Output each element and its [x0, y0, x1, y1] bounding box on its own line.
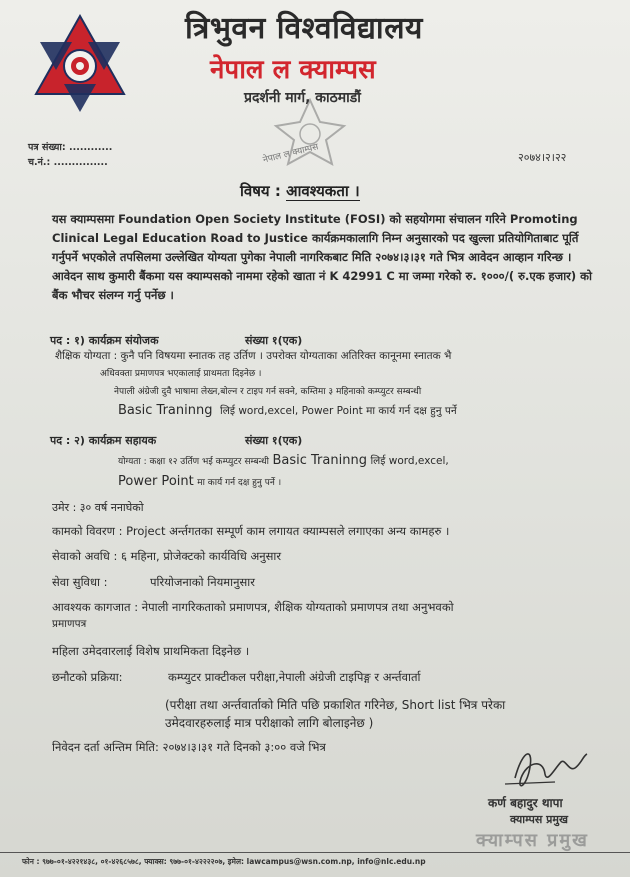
signatory-title: क्याम्पस प्रमुख [510, 813, 568, 826]
stamp-text: नेपाल ल क्याम्पस [261, 142, 320, 166]
subject-text: आवश्यकता । [286, 182, 360, 200]
post2-count: संख्या १(एक) [245, 434, 303, 447]
required-documents: आवश्यक कागजात : नेपाली नागरिकताको प्रमाणपत्र, शैक्षिक योग्यताको प्रमाणपत्र तथा अनुभवको [52, 600, 454, 614]
women-priority: महिला उमेदवारलाई विशेष प्राथमिकता दिइनेछ । [52, 644, 250, 658]
tribhuvan-university-logo [34, 14, 126, 114]
service-duration: सेवाको अवधि : ६ महिना, प्रोजेक्टको कार्यविधि अनुसार [52, 549, 282, 563]
document-date: २०७४।२।२२ [518, 151, 567, 164]
campus-address: प्रदर्शनी मार्ग, काठमाडौं [244, 90, 361, 106]
post1-basic-training: Basic Traninng [118, 403, 213, 418]
ref-number: पत्र संख्या: ............ [28, 142, 113, 153]
university-name: त्रिभुवन विश्वविद्यालय [185, 11, 423, 46]
footer-divider [0, 852, 630, 853]
post2-software: लिई word,excel, [370, 455, 449, 467]
footer-contact: फोन : ९७७-०१-४२२१४३८, ०१-४२६८५७८, फ्याक्स: ९७७-०१-४२२२२०७, इमेल: lawcampus@wsn.com.np, info@nlc.edu.np [22, 857, 426, 866]
selection-process: कम्प्युटर प्राक्टीकल परीक्षा,नेपाली अंग्रेजी टाइपिङ्ग र अर्न्तवार्ता [168, 670, 421, 684]
post2-qualification-cont [118, 474, 281, 489]
post2-basic-training: Basic Traninng [272, 453, 367, 468]
post1-qualification-cont: अधिवक्ता प्रमाणपत्र भएकालाई प्राथमता दिइनेछ । [100, 369, 262, 379]
service-benefit-value: परियोजनाको नियमानुसार [150, 575, 255, 589]
post2-qualification [118, 453, 449, 468]
selection-note: (परीक्षा तथा अर्न्तवार्ताको मिति पछि प्रकाशित गरिनेछ, Short list भित्र परेका [165, 698, 506, 712]
post1-title: पद : १) कार्यक्रम संयोजक [50, 334, 159, 347]
application-deadline: निवेदन दर्ता अन्तिम मिति: २०७४।३।३१ गते दिनको ३:०० वजे भित्र [52, 740, 326, 754]
post2-qual-text: योग्यता : कक्षा १२ उर्तिण भई कम्प्युटर सम्बन्धी [118, 457, 269, 467]
selection-note-cont: उमेदवारहरुलाई मात्र परीक्षाको लागि बोलाइनेछ ) [165, 716, 374, 730]
signatory-stamp: क्याम्पस प्रमुख [476, 830, 589, 851]
post1-skills-cont [118, 403, 457, 418]
subject-line [240, 181, 360, 201]
post2-title: पद : २) कार्यक्रम सहायक [50, 434, 157, 447]
campus-name: नेपाल ल क्याम्पस [210, 55, 376, 85]
selection-label: छनौटको प्रक्रिया: [52, 670, 123, 684]
job-description: कामको विवरण : Project अर्न्तगतका सम्पूर्ण काम लगायत क्याम्पसले लगाएका अन्य कामहरु । [52, 524, 450, 538]
dispatch-number: च.नं.: ............... [28, 157, 108, 168]
subject-label: विषय : [240, 182, 281, 200]
post1-count: संख्या १(एक) [245, 334, 303, 347]
age-requirement: उमेर : ३० वर्ष ननाघेको [52, 501, 144, 514]
post2-skill-note: मा कार्य गर्न दक्ष हुनु पर्ने । [197, 478, 282, 488]
post1-software: लिई word,excel, Power Point मा कार्य गर्न दक्ष हुनु पर्ने [219, 405, 457, 417]
service-benefit-label: सेवा सुविधा : [52, 575, 108, 589]
post1-qualification: शैक्षिक योग्यता : कुनै पनि विषयमा स्नातक तह उर्तिण । उपरोक्त योग्यताका अतिरिक्त कानूनमा स्नातक भै [55, 350, 452, 362]
intro-paragraph: यस क्याम्पसमा Foundation Open Society Institute (FOSI) को सहयोगमा संचालन गरिने Promoting Clinical Legal Education Road to Justice कार्यक्रमकालागि निम्न अनुसारको पद खुल्ला प्रतियोगिताबाट पूर्ति गर्नुपर्ने भएकोले तपसिलमा उल्लेखित योग्यता पुगेका नेपाली नागरिकबाट मिति २०७४।३।३१ गते भित्र आवेदन आव्हान गरिन्छ । आवेदन साथ कुमारी बैंकमा यस क्याम्पसको नाममा रहेको खाता नं K 42991 C मा जम्मा गरेको रु. १०००/( रु.एक हजार) को बैंक भौचर संलग्न गर्नु पर्नेछ । [52, 212, 592, 302]
post1-skills: नेपाली अंग्रेजी दुवै भाषामा लेख्न,बोल्न र टाइप गर्न सक्ने, कम्तिमा ३ महिनाको कम्प्युटर सम्बन्धी [114, 387, 422, 397]
signatory-name: कर्ण बहादुर थापा [488, 796, 563, 810]
handwritten-signature [495, 738, 595, 798]
post2-powerpoint: Power Point [118, 474, 194, 489]
required-documents-cont: प्रमाणपत्र [52, 618, 87, 630]
